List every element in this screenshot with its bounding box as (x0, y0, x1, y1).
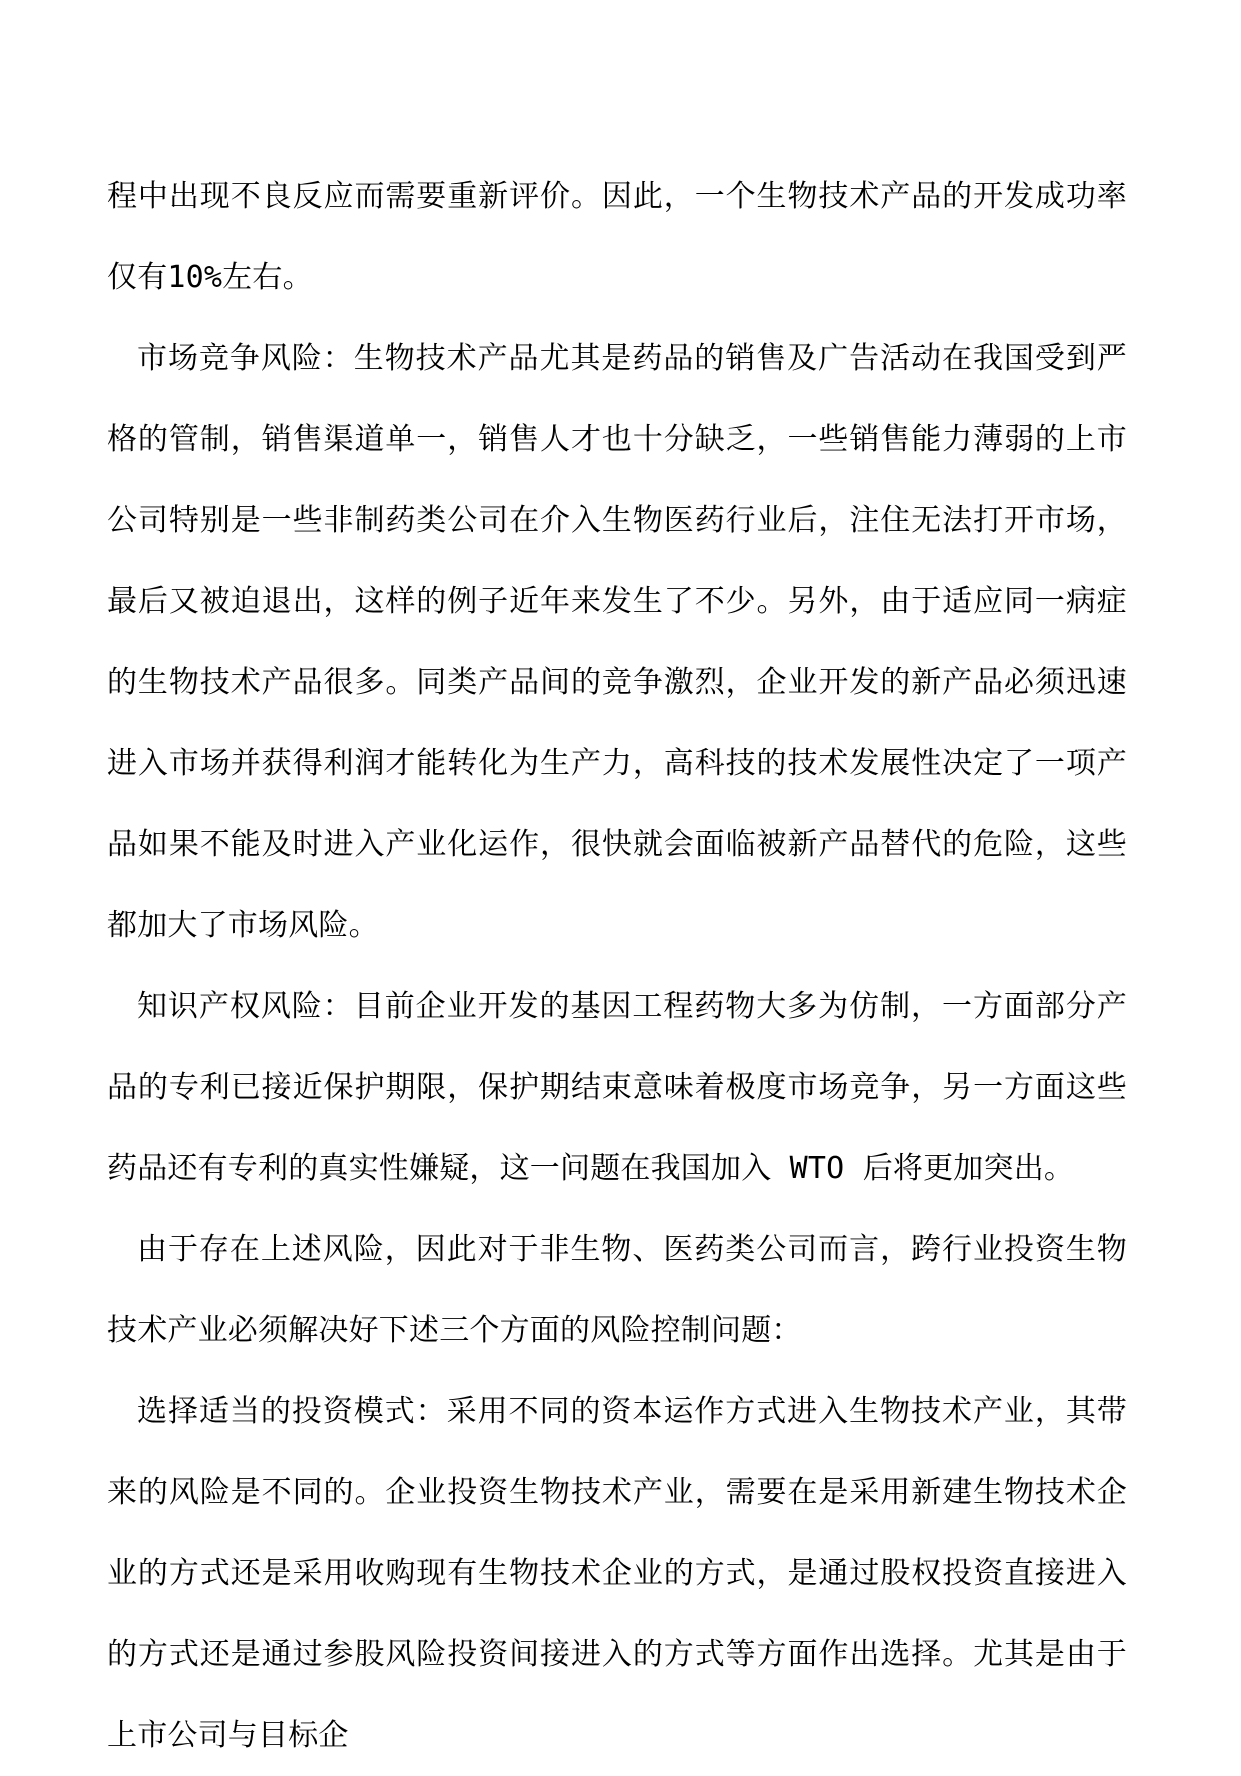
paragraph-risk-control-intro: 由于存在上述风险，因此对于非生物、医药类公司而言，跨行业投资生物技术产业必须解决好下述三个方面的风险控制问题： (107, 1232, 1127, 1348)
paragraph-continuation: 程中出现不良反应而需要重新评价。因此，一个生物技术产品的开发成功率仅有10%左右。 (107, 179, 1127, 295)
document-body (107, 156, 1127, 1776)
paragraph-intellectual-property-risk: 知识产权风险：目前企业开发的基因工程药物大多为仿制，一方面部分产品的专利已接近保护期限，保护期结束意味着极度市场竞争，另一方面这些药品还有专利的真实性嫌疑，这一问题在我国加入 WTO 后将更加突出。 (107, 989, 1127, 1186)
paragraph-investment-mode: 选择适当的投资模式：采用不同的资本运作方式进入生物技术产业，其带来的风险是不同的。企业投资生物技术产业，需要在是采用新建生物技术企业的方式还是采用收购现有生物技术企业的方式，是通过股权投资直接进入的方式还是通过参股风险投资间接进入的方式等方面作出选择。尤其是由于上市公司与目标企 (107, 1394, 1127, 1753)
paragraph-market-competition-risk: 市场竞争风险：生物技术产品尤其是药品的销售及广告活动在我国受到严格的管制，销售渠道单一，销售人才也十分缺乏，一些销售能力薄弱的上市公司特别是一些非制药类公司在介入生物医药行业后，注住无法打开市场，最后又被迫退出，这样的例子近年来发生了不少。另外，由于适应同一病症的生物技术产品很多。同类产品间的竞争激烈，企业开发的新产品必须迅速进入市场并获得利润才能转化为生产力，高科技的技术发展性决定了一项产品如果不能及时进入产业化运作，很快就会面临被新产品替代的危险，这些都加大了市场风险。 (107, 341, 1127, 943)
